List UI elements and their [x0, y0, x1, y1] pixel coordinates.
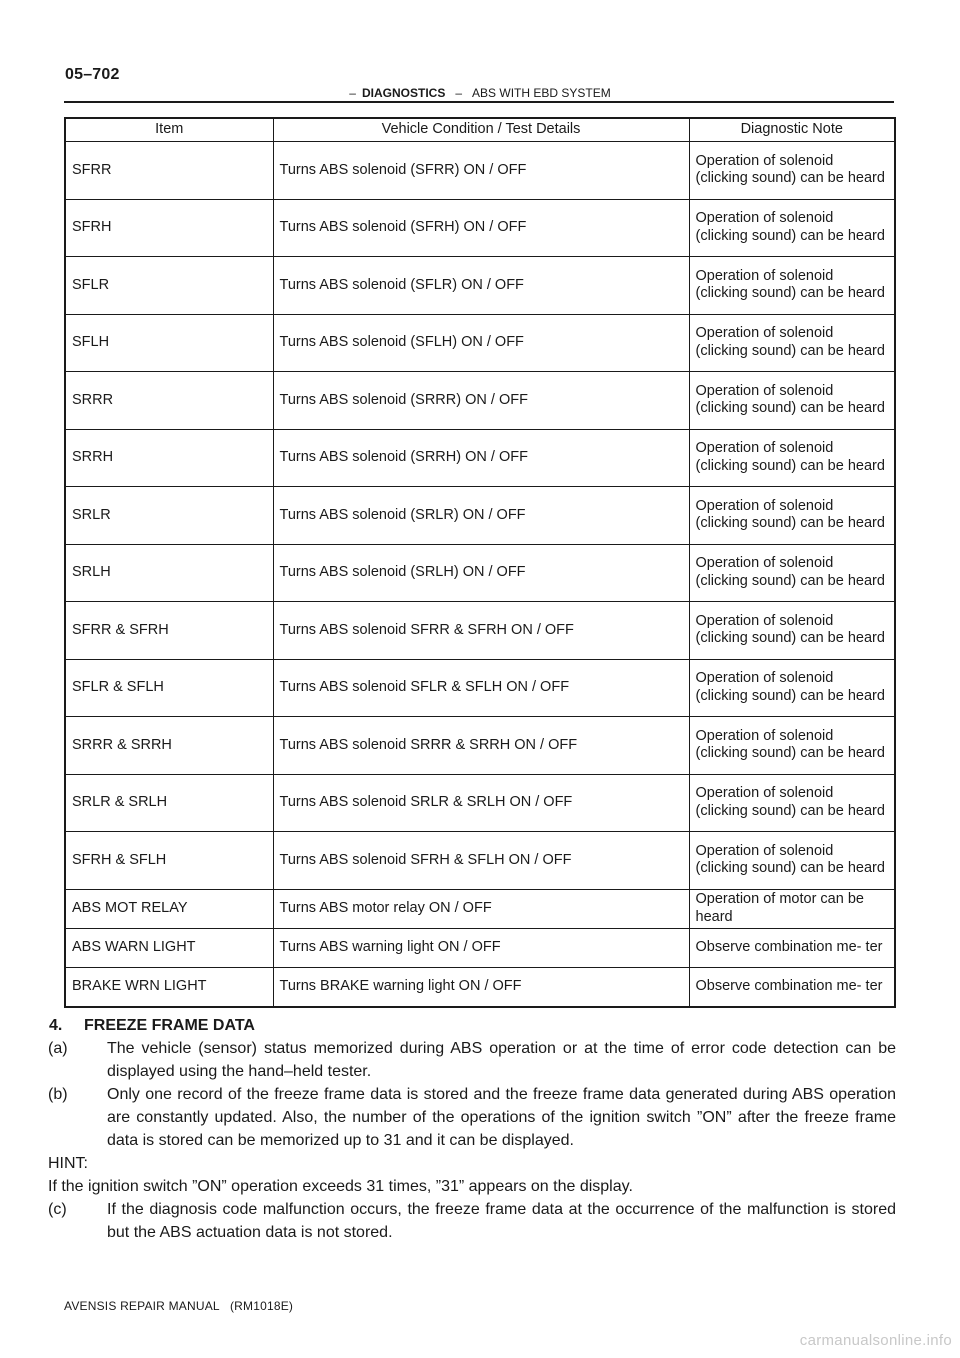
header-separator: – — [455, 86, 463, 100]
paragraph-a-label: (a) — [48, 1040, 68, 1057]
cell-detail: Turns ABS solenoid (SRLR) ON / OFF — [273, 487, 689, 545]
hint-label: HINT: — [48, 1155, 88, 1172]
cell-item: SFRR — [65, 142, 273, 200]
table-row — [65, 487, 895, 545]
table-row — [65, 774, 895, 832]
column-header-detail: Vehicle Condition / Test Details — [273, 118, 689, 142]
watermark: carmanualsonline.info — [799, 1332, 952, 1349]
cell-item: SRRR & SRRH — [65, 717, 273, 775]
cell-note: Operation of motor can be heard — [689, 889, 895, 928]
paragraph-b-text: Only one record of the freeze frame data is stored and the freeze frame data generated during ABS operation are constantly updated. Also, the number of the operations of the ignition switch ”ON” after the freeze frame data is stored can be memorized up to 31 and it can be displayed. — [107, 1086, 896, 1149]
cell-item: SRLR — [65, 487, 273, 545]
cell-item: ABS WARN LIGHT — [65, 928, 273, 967]
section-title — [48, 1014, 896, 1037]
cell-item: BRAKE WRN LIGHT — [65, 967, 273, 1007]
header-subsection: ABS WITH EBD SYSTEM — [472, 86, 611, 100]
cell-note: Operation of solenoid (clicking sound) can be heard — [689, 602, 895, 660]
column-header-item: Item — [65, 118, 273, 142]
cell-detail: Turns ABS warning light ON / OFF — [273, 928, 689, 967]
cell-item: SRLR & SRLH — [65, 774, 273, 832]
table-row — [65, 832, 895, 890]
cell-item: SFLH — [65, 314, 273, 372]
paragraph-c-text: If the diagnosis code malfunction occurs, the freeze frame data at the occurrence of the malfunction is stored but the ABS actuation data is not stored. — [107, 1201, 896, 1241]
paragraph-b — [48, 1083, 896, 1152]
header-dash: – — [349, 86, 356, 100]
cell-note: Operation of solenoid (clicking sound) can be heard — [689, 429, 895, 487]
table-row — [65, 967, 895, 1007]
active-test-table — [64, 117, 896, 1008]
cell-note: Observe combination me- ter — [689, 967, 895, 1007]
hint-text: If the ignition switch ”ON” operation exceeds 31 times, ”31” appears on the display. — [48, 1178, 633, 1195]
cell-detail: Turns ABS solenoid SFLR & SFLH ON / OFF — [273, 659, 689, 717]
cell-detail: Turns ABS solenoid (SRRR) ON / OFF — [273, 372, 689, 430]
table-row — [65, 199, 895, 257]
cell-detail: Turns ABS solenoid (SFLH) ON / OFF — [273, 314, 689, 372]
cell-item: SFLR — [65, 257, 273, 315]
cell-detail: Turns BRAKE warning light ON / OFF — [273, 967, 689, 1007]
cell-note: Operation of solenoid (clicking sound) can be heard — [689, 544, 895, 602]
table-row — [65, 429, 895, 487]
table-row — [65, 928, 895, 967]
cell-item: SFRR & SFRH — [65, 602, 273, 660]
table-row — [65, 602, 895, 660]
cell-detail: Turns ABS motor relay ON / OFF — [273, 889, 689, 928]
freeze-frame-section — [48, 1014, 896, 1244]
cell-item: SFRH & SFLH — [65, 832, 273, 890]
cell-note: Operation of solenoid (clicking sound) can be heard — [689, 199, 895, 257]
paragraph-a — [48, 1037, 896, 1083]
section-header — [0, 86, 960, 100]
cell-note: Operation of solenoid (clicking sound) can be heard — [689, 257, 895, 315]
paragraph-c-label: (c) — [48, 1201, 67, 1218]
cell-note: Observe combination me- ter — [689, 928, 895, 967]
table-row — [65, 314, 895, 372]
column-header-note: Diagnostic Note — [689, 118, 895, 142]
cell-detail: Turns ABS solenoid (SFRH) ON / OFF — [273, 199, 689, 257]
cell-item: SRRH — [65, 429, 273, 487]
paragraph-a-text: The vehicle (sensor) status memorized during ABS operation or at the time of error code detection can be displayed using the hand–held tester. — [107, 1040, 896, 1080]
table-header-row — [65, 118, 895, 142]
cell-detail: Turns ABS solenoid SRRR & SRRH ON / OFF — [273, 717, 689, 775]
table-row — [65, 717, 895, 775]
cell-detail: Turns ABS solenoid (SRRH) ON / OFF — [273, 429, 689, 487]
cell-item: SRRR — [65, 372, 273, 430]
table-row — [65, 889, 895, 928]
paragraph-c — [48, 1198, 896, 1244]
section-number: 4. — [49, 1017, 63, 1034]
cell-detail: Turns ABS solenoid (SFRR) ON / OFF — [273, 142, 689, 200]
cell-note: Operation of solenoid (clicking sound) can be heard — [689, 774, 895, 832]
cell-item: ABS MOT RELAY — [65, 889, 273, 928]
header-section: DIAGNOSTICS — [361, 86, 446, 100]
paragraph-b-label: (b) — [48, 1086, 68, 1103]
cell-detail: Turns ABS solenoid SFRH & SFLH ON / OFF — [273, 832, 689, 890]
cell-detail: Turns ABS solenoid SRLR & SRLH ON / OFF — [273, 774, 689, 832]
footer-manual-title: AVENSIS REPAIR MANUAL (RM1018E) — [64, 1299, 294, 1313]
table-row — [65, 659, 895, 717]
cell-item: SRLH — [65, 544, 273, 602]
table-row — [65, 257, 895, 315]
section-title-text: FREEZE FRAME DATA — [84, 1017, 255, 1034]
cell-note: Operation of solenoid (clicking sound) can be heard — [689, 659, 895, 717]
table-row — [65, 544, 895, 602]
cell-note: Operation of solenoid (clicking sound) can be heard — [689, 487, 895, 545]
cell-note: Operation of solenoid (clicking sound) can be heard — [689, 832, 895, 890]
page-number: 05–702 — [65, 66, 120, 83]
cell-item: SFLR & SFLH — [65, 659, 273, 717]
table-row — [65, 372, 895, 430]
cell-detail: Turns ABS solenoid (SRLH) ON / OFF — [273, 544, 689, 602]
header-rule — [64, 101, 894, 103]
cell-note: Operation of solenoid (clicking sound) can be heard — [689, 717, 895, 775]
cell-item: SFRH — [65, 199, 273, 257]
cell-detail: Turns ABS solenoid (SFLR) ON / OFF — [273, 257, 689, 315]
cell-note: Operation of solenoid (clicking sound) can be heard — [689, 372, 895, 430]
cell-detail: Turns ABS solenoid SFRR & SFRH ON / OFF — [273, 602, 689, 660]
table-row — [65, 142, 895, 200]
cell-note: Operation of solenoid (clicking sound) can be heard — [689, 314, 895, 372]
cell-note: Operation of solenoid (clicking sound) can be heard — [689, 142, 895, 200]
